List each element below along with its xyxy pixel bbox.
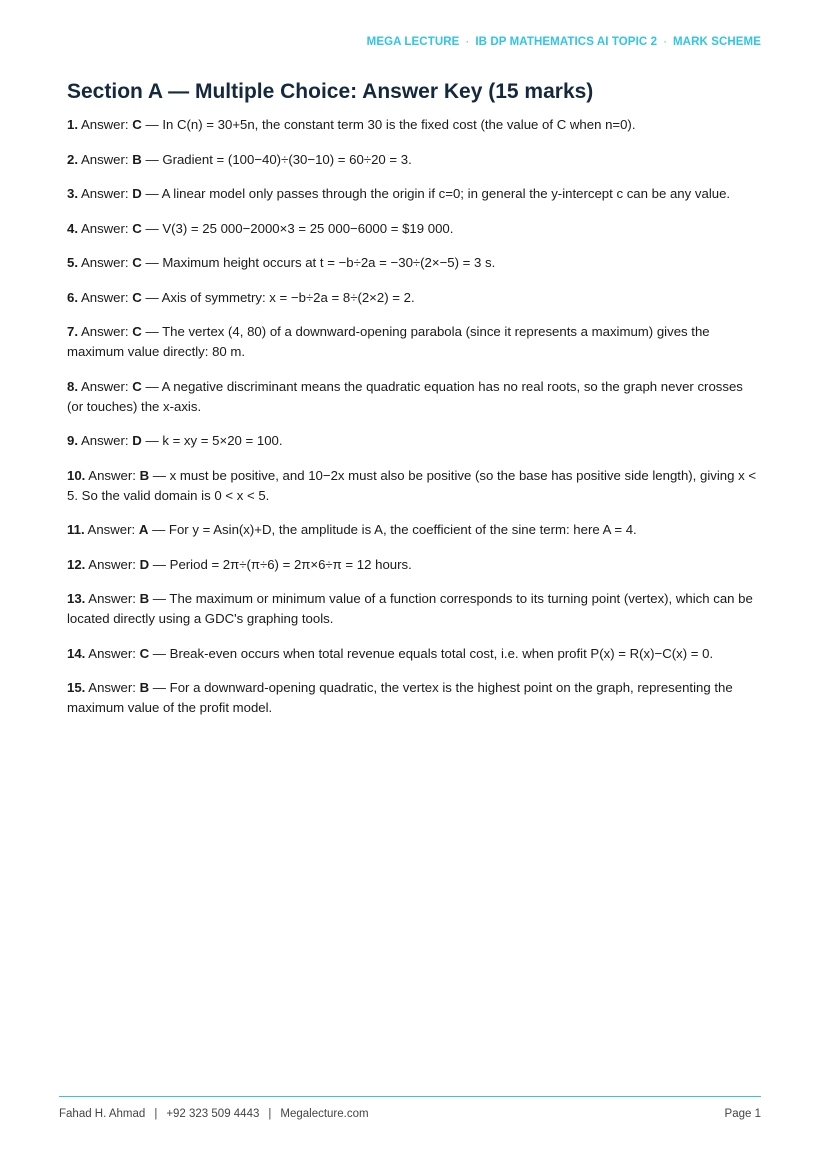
header-course: IB DP MATHEMATICS AI TOPIC 2 bbox=[475, 36, 658, 48]
footer-contact bbox=[59, 1108, 369, 1120]
answer-explanation: For y = Asin(x)+D, the amplitude is A, the coefficient of the sine term: here A = 4. bbox=[168, 522, 637, 537]
answer-letter: B bbox=[139, 680, 150, 695]
answer-letter: C bbox=[132, 220, 142, 236]
answer-number: 11. bbox=[67, 522, 85, 537]
answer-dash: — bbox=[152, 591, 166, 606]
answer-number: 10. bbox=[67, 467, 86, 483]
answer-label: Answer: bbox=[87, 522, 136, 537]
answer-label: Answer: bbox=[88, 591, 136, 606]
answer-explanation: For a downward-opening quadratic, the vertex is the highest point on the graph, representing the maximum value of the profit model. bbox=[67, 680, 733, 715]
footer-divider bbox=[59, 1096, 761, 1097]
answer-explanation: In C(n) = 30+5n, the constant term 30 is the fixed cost (the value of C when n=0). bbox=[162, 117, 636, 132]
answer-explanation: Maximum height occurs at t = −b÷2a = −30÷(2×−5) = 3 s. bbox=[162, 255, 496, 270]
answer-explanation: The vertex (4, 80) of a downward-opening parabola (since it represents a maximum) gives the maximum value directly: 80 m. bbox=[67, 324, 710, 359]
answer-letter: D bbox=[132, 433, 142, 448]
answer-explanation: Break-even occurs when total revenue equals total cost, i.e. when profit P(x) = R(x)−C(x) = 0. bbox=[169, 645, 714, 661]
answer-number: 8. bbox=[67, 378, 78, 394]
answer-dash: — bbox=[145, 289, 159, 305]
header-brand: MEGA LECTURE bbox=[366, 36, 460, 48]
answer-number: 12. bbox=[67, 556, 86, 572]
header-doc-type: MARK SCHEME bbox=[673, 36, 761, 48]
answer-explanation: V(3) = 25 000−2000×3 = 25 000−6000 = $19 000. bbox=[162, 220, 454, 236]
answer-dash: — bbox=[152, 522, 166, 537]
answer-dash: — bbox=[152, 556, 166, 572]
answer-label: Answer: bbox=[80, 378, 129, 394]
answer-number: 13. bbox=[67, 591, 86, 606]
answer-label: Answer: bbox=[88, 467, 136, 483]
footer-phone: +92 323 509 4443 bbox=[166, 1108, 260, 1120]
answer-dash: — bbox=[145, 220, 159, 236]
answer-item bbox=[67, 555, 757, 575]
answer-number: 15. bbox=[67, 680, 86, 695]
answer-dash: — bbox=[145, 433, 159, 448]
answer-item bbox=[67, 377, 757, 417]
answer-list bbox=[67, 115, 757, 733]
answer-explanation: Gradient = (100−40)÷(30−10) = 60÷20 = 3. bbox=[162, 151, 412, 167]
answer-explanation: Period = 2π÷(π÷6) = 2π×6÷π = 12 hours. bbox=[169, 556, 412, 572]
answer-letter: B bbox=[139, 467, 150, 483]
footer-website: Megalecture.com bbox=[280, 1108, 369, 1120]
answer-label: Answer: bbox=[80, 117, 129, 132]
header-separator: · bbox=[465, 36, 470, 48]
answer-letter: B bbox=[139, 591, 150, 606]
answer-label: Answer: bbox=[80, 324, 129, 339]
answer-dash: — bbox=[145, 151, 159, 167]
answer-item bbox=[67, 184, 757, 204]
answer-item bbox=[67, 115, 757, 135]
answer-item bbox=[67, 589, 757, 629]
answer-dash: — bbox=[145, 324, 159, 339]
answer-dash: — bbox=[152, 645, 166, 661]
answer-item bbox=[67, 466, 757, 506]
header-separator: · bbox=[663, 36, 667, 48]
answer-number: 7. bbox=[67, 324, 78, 339]
answer-letter: B bbox=[132, 151, 142, 167]
answer-label: Answer: bbox=[88, 556, 136, 572]
answer-letter: C bbox=[132, 255, 142, 270]
footer-separator: | bbox=[268, 1108, 272, 1120]
answer-label: Answer: bbox=[80, 186, 129, 201]
answer-label: Answer: bbox=[80, 289, 129, 305]
answer-letter: C bbox=[132, 289, 142, 305]
answer-item bbox=[67, 288, 757, 308]
answer-explanation: x must be positive, and 10−2x must also be positive (so the base has positive side length), giving x < 5. So the valid domain is 0 < x < 5. bbox=[67, 467, 757, 503]
answer-number: 2. bbox=[67, 151, 78, 167]
answer-label: Answer: bbox=[80, 151, 129, 167]
answer-item bbox=[67, 678, 757, 718]
answer-item bbox=[67, 150, 757, 170]
answer-item bbox=[67, 322, 757, 362]
answer-dash: — bbox=[145, 186, 159, 201]
answer-dash: — bbox=[145, 378, 159, 394]
answer-letter: C bbox=[132, 378, 142, 394]
answer-letter: A bbox=[138, 522, 149, 537]
answer-label: Answer: bbox=[88, 680, 136, 695]
answer-dash: — bbox=[145, 117, 159, 132]
page-header bbox=[367, 36, 761, 48]
section-title: Section A — Multiple Choice: Answer Key (15 marks) bbox=[67, 80, 594, 103]
answer-dash: — bbox=[145, 255, 159, 270]
answer-explanation: A negative discriminant means the quadratic equation has no real roots, so the graph never crosses (or touches) the x-axis. bbox=[67, 378, 743, 414]
answer-item bbox=[67, 644, 757, 664]
answer-item bbox=[67, 520, 757, 540]
answer-letter: C bbox=[132, 324, 142, 339]
answer-label: Answer: bbox=[88, 645, 136, 661]
footer-separator: | bbox=[154, 1108, 158, 1120]
answer-number: 5. bbox=[67, 255, 78, 270]
answer-letter: D bbox=[132, 186, 142, 201]
answer-number: 1. bbox=[67, 117, 78, 132]
answer-number: 6. bbox=[67, 289, 78, 305]
answer-explanation: The maximum or minimum value of a function corresponds to its turning point (vertex), which can be located directly using a GDC's graphing tools. bbox=[67, 591, 753, 626]
page-number: Page 1 bbox=[724, 1108, 761, 1120]
answer-explanation: Axis of symmetry: x = −b÷2a = 8÷(2×2) = 2. bbox=[161, 289, 415, 305]
answer-item bbox=[67, 431, 757, 451]
answer-dash: — bbox=[152, 680, 166, 695]
answer-dash: — bbox=[152, 467, 166, 483]
answer-number: 9. bbox=[67, 433, 78, 448]
answer-label: Answer: bbox=[80, 220, 129, 236]
answer-explanation: A linear model only passes through the origin if c=0; in general the y-intercept c can be any value. bbox=[161, 186, 731, 201]
answer-item bbox=[67, 219, 757, 239]
answer-label: Answer: bbox=[80, 433, 129, 448]
answer-item bbox=[67, 253, 757, 273]
answer-label: Answer: bbox=[80, 255, 129, 270]
answer-letter: C bbox=[132, 117, 142, 132]
answer-letter: C bbox=[139, 645, 150, 661]
answer-number: 4. bbox=[67, 220, 78, 236]
answer-letter: D bbox=[139, 556, 150, 572]
answer-number: 3. bbox=[67, 186, 78, 201]
answer-explanation: k = xy = 5×20 = 100. bbox=[162, 433, 283, 448]
footer-author: Fahad H. Ahmad bbox=[59, 1108, 146, 1120]
answer-number: 14. bbox=[67, 645, 86, 661]
